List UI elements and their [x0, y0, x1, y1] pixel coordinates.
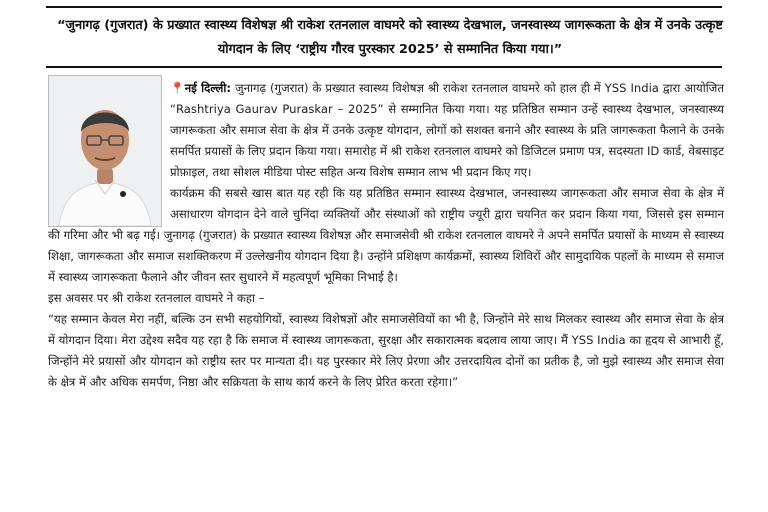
article-paragraph-2: कार्यक्रम की सबसे खास बात यह रही कि यह प्रतिष्ठित सम्मान स्वास्थ्य देखभाल, जनस्वास्थ्य जागरूकता और समाज सेवा के क्षेत्र में असाधारण योगदान देने वाले चुनिंदा व्यक्तियों और संस्थाओं को राष्ट्रीय ज्यूरी द्वारा चयनित कर प्रदान किया गया, जिससे इस सम्मान की गरिमा और भी बढ़ गई। जुनागढ़ (गुजरात) के प्रख्यात स्वास्थ्य विशेषज्ञ और समाजसेवी श्री राकेश रतनलाल वाघमरे ने अपने समर्पित प्रयासों के माध्यम से स्वास्थ्य शिक्षा, जागरूकता और समाज सशक्तिकरण में उल्लेखनीय योगदान दिया है। उन्होंने प्रशिक्षण कार्यक्रमों, स्वास्थ्य शिविरों और सामुदायिक पहलों के माध्यम से समाज में स्वास्थ्य जागरूकता फैलाने और जीवन स्तर सुधारने में महत्वपूर्ण भूमिका निभाई है।	[48, 186, 724, 284]
headline-divider	[46, 66, 722, 68]
location-pin-icon: 📍	[170, 81, 185, 95]
photo-spacer	[48, 78, 170, 224]
article-headline: “जुनागढ़ (गुजरात) के प्रख्यात स्वास्थ्य विशेषज्ञ श्री राकेश रतनलाल वाघमरे को स्वास्थ्य देखभाल, जनस्वास्थ्य जागरूकता के क्षेत्र में उनके उत्कृष्ट योगदान के लिए ‘राष्ट्रीय गौरव पुरस्कार 2025’ से सम्मानित किया गया।”	[57, 18, 723, 57]
paragraph-1-text: जुनागढ़ (गुजरात) के प्रख्यात स्वास्थ्य विशेषज्ञ श्री राकेश रतनलाल वाघमरे को हाल ही में YSS India द्वारा आयोजित “Rashtriya Gaurav Puraskar – 2025” से सम्मानित किया गया। यह प्रतिष्ठित सम्मान उन्हें स्वास्थ्य देखभाल, जनस्वास्थ्य जागरूकता और समाज सेवा के क्षेत्र में उनके उत्कृष्ट योगदान, लोगों को सशक्त बनाने और स्वास्थ्य के प्रति जागरूकता फैलाने के उनके समर्पित प्रयासों के लिए प्रदान किया गया। समारोह में श्री राकेश रतनलाल वाघमरे को डिजिटल प्रमाण पत्र, सदस्यता ID कार्ड, वेबसाइट प्रोफ़ाइल, तथा सोशल मीडिया पोस्ट सहित अन्य विशेष सम्मान लाभ भी प्रदान किए गए।	[170, 81, 724, 179]
dateline: नई दिल्ली:	[184, 81, 232, 95]
article-paragraph-3: इस अवसर पर श्री राकेश रतनलाल वाघमरे ने कहा –	[48, 291, 265, 305]
top-divider	[46, 6, 722, 8]
article-body	[48, 78, 724, 393]
article-quote: “यह सम्मान केवल मेरा नहीं, बल्कि उन सभी सहयोगियों, स्वास्थ्य विशेषज्ञों और समाजसेवियों का भी है, जिन्होंने मेरे साथ मिलकर स्वास्थ्य और समाज सेवा के क्षेत्र में योगदान दिया। मेरा उद्देश्य सदैव यह रहा है कि समाज में स्वास्थ्य जागरूकता, सुरक्षा और सकारात्मक बदलाव लाया जाए। मैं YSS India का हृदय से आभारी हूँ, जिन्होंने मेरे प्रयासों और योगदान को राष्ट्रीय स्तर पर मान्यता दी। यह पुरस्कार मेरे लिए प्रेरणा और उत्तरदायित्व दोनों का प्रतीक है, जो मुझे स्वास्थ्य और समाज सेवा के क्षेत्र में और अधिक समर्पण, निष्ठा और सक्रियता के साथ कार्य करने के लिए प्रेरित करता रहेगा।”	[48, 312, 724, 389]
